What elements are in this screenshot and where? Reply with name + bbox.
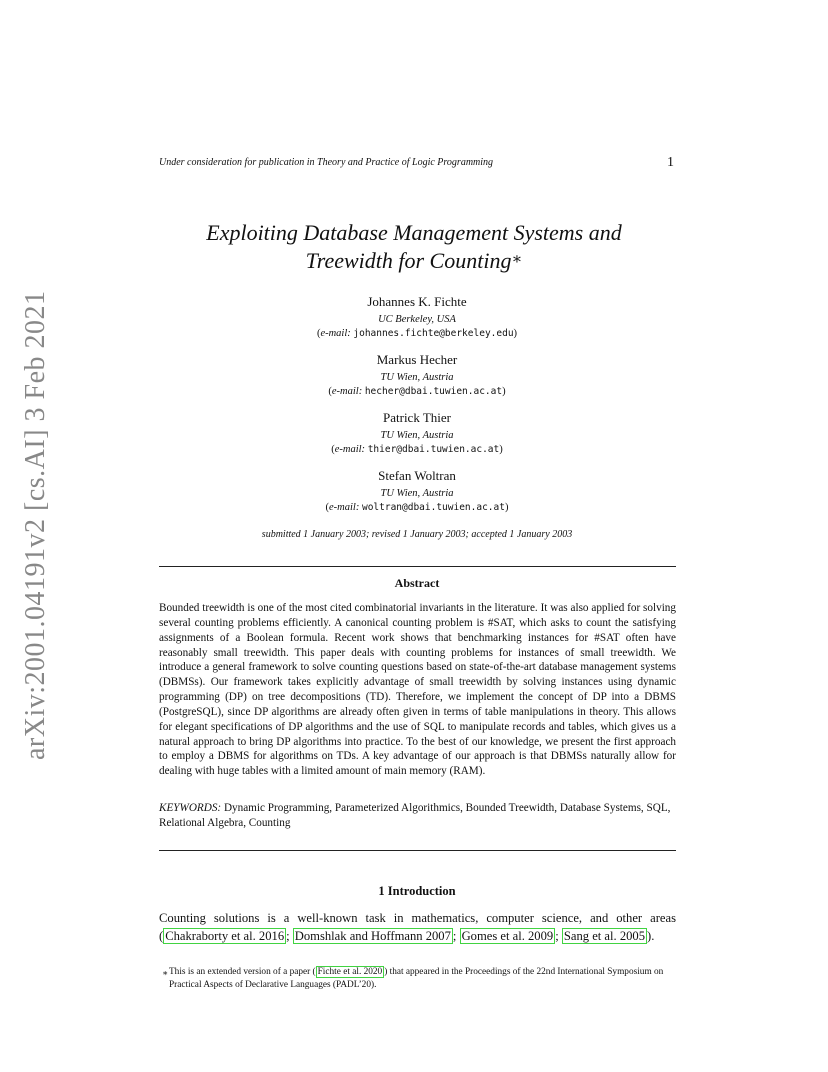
author-block bbox=[0, 410, 828, 457]
footnote-text-end: ) that appeared in the Proceedings of the 22nd International Symposium on Practical Aspects of Declarative Languages (PADL’20). bbox=[169, 967, 664, 990]
author-email: (e-mail: thier@dbai.tuwien.ac.at) bbox=[331, 444, 503, 455]
author-name: Johannes K. Fichte bbox=[367, 294, 467, 309]
intro-text-start: Counting solutions is a well-known task in mathematics, computer science, and other areas ( bbox=[159, 911, 676, 943]
arxiv-identifier-stamp: arXiv:2001.04191v2 [cs.AI] 3 Feb 2021 bbox=[20, 290, 51, 760]
footnote-citation-link[interactable]: Fichte et al. 2020 bbox=[317, 967, 383, 977]
submission-dates: submitted 1 January 2003; revised 1 January 2003; accepted 1 January 2003 bbox=[261, 529, 573, 540]
author-email: (e-mail: hecher@dbai.tuwien.ac.at) bbox=[328, 386, 506, 397]
author-affiliation: TU Wien, Austria bbox=[380, 488, 454, 499]
abstract-text: Bounded treewidth is one of the most cited combinatorial invariants in the literature. It was also applied for solving several counting problems efficiently. A canonical counting problem is #SAT, which asks to count the satisfying assignments of a Boolean formula. Recent work shows that benchmarking instances for #SAT often have reasonably small treewidth. This paper deals with counting problems for instances of small treewidth. We introduce a general framework to solve counting questions based on state-of-the-art database management systems (DBMSs). Our framework takes explicitly advantage of small treewidth by solving instances using dynamic programming (DP) on tree decompositions (TD). Therefore, we implement the concept of DP into a DBMS (PostgreSQL), since DP algorithms are already often given in terms of table manipulations in theory. This allows for elegant specifications of DP algorithms and the use of SQL to manipulate records and tables, which gives us a natural approach to bring DP algorithms into practice. To the best of our knowledge, we present the first approach to employ a DBMS for algorithms on TDs. A key advantage of our approach is that DBMSs naturally allow for dealing with huge tables with a limited amount of main memory (RAM). bbox=[159, 602, 676, 778]
author-block bbox=[0, 352, 828, 399]
divider bbox=[159, 566, 676, 567]
footnote bbox=[159, 966, 676, 991]
keywords-text: Dynamic Programming, Parameterized Algorithmics, Bounded Treewidth, Database Systems, SQL, Relational Algebra, Counting bbox=[159, 802, 671, 829]
paper-title-line-2 bbox=[0, 246, 828, 275]
citation-link[interactable]: Sang et al. 2005 bbox=[563, 929, 646, 943]
footnote-mark: ∗ bbox=[162, 968, 169, 978]
email-label: e-mail: bbox=[329, 502, 360, 513]
author-name: Markus Hecher bbox=[376, 352, 458, 367]
author-name: Stefan Woltran bbox=[378, 468, 456, 483]
page-number: 1 bbox=[667, 155, 674, 170]
title-footnote-mark: ∗ bbox=[511, 251, 523, 268]
citation-link[interactable]: Domshlak and Hoffmann 2007 bbox=[294, 929, 451, 943]
abstract-heading: Abstract bbox=[394, 576, 440, 590]
section-heading: 1 Introduction bbox=[378, 884, 456, 898]
footnote-text-start: This is an extended version of a paper ( bbox=[169, 967, 316, 977]
citation-link[interactable]: Chakraborty et al. 2016 bbox=[165, 929, 285, 943]
email-address: johannes.fichte@berkeley.edu bbox=[353, 328, 514, 339]
author-email: (e-mail: woltran@dbai.tuwien.ac.at) bbox=[325, 502, 509, 513]
email-label: e-mail: bbox=[320, 328, 351, 339]
author-block bbox=[0, 468, 828, 515]
intro-text-end: ). bbox=[647, 929, 655, 943]
keywords bbox=[159, 801, 676, 831]
divider bbox=[159, 850, 676, 851]
author-affiliation: UC Berkeley, USA bbox=[378, 314, 456, 325]
email-address: woltran@dbai.tuwien.ac.at bbox=[361, 502, 505, 513]
paper-title-line-1: Exploiting Database Management Systems and bbox=[206, 220, 622, 245]
author-affiliation: TU Wien, Austria bbox=[380, 430, 454, 441]
author-email: (e-mail: johannes.fichte@berkeley.edu) bbox=[316, 328, 518, 339]
paper-title-line-2-text: Treewidth for Counting bbox=[305, 248, 512, 273]
author-affiliation: TU Wien, Austria bbox=[380, 372, 454, 383]
introduction-text: Counting solutions is a well-known task in mathematics, computer science, and other areas ( Chakraborty et al. 2016 ; Domshlak and Hoffmann 2007 ; Gomes et al. 2009 ; Sang et al. 2005 ). bbox=[159, 911, 676, 943]
email-address: thier@dbai.tuwien.ac.at bbox=[367, 444, 500, 455]
author-block bbox=[0, 294, 828, 341]
email-address: hecher@dbai.tuwien.ac.at bbox=[364, 386, 503, 397]
running-head: Under consideration for publication in Theory and Practice of Logic Programming bbox=[159, 157, 494, 168]
citation-link[interactable]: Gomes et al. 2009 bbox=[461, 929, 554, 943]
email-label: e-mail: bbox=[334, 444, 366, 455]
author-name: Patrick Thier bbox=[383, 410, 451, 425]
keywords-label: KEYWORDS: bbox=[159, 802, 222, 814]
email-label: e-mail: bbox=[331, 386, 363, 397]
